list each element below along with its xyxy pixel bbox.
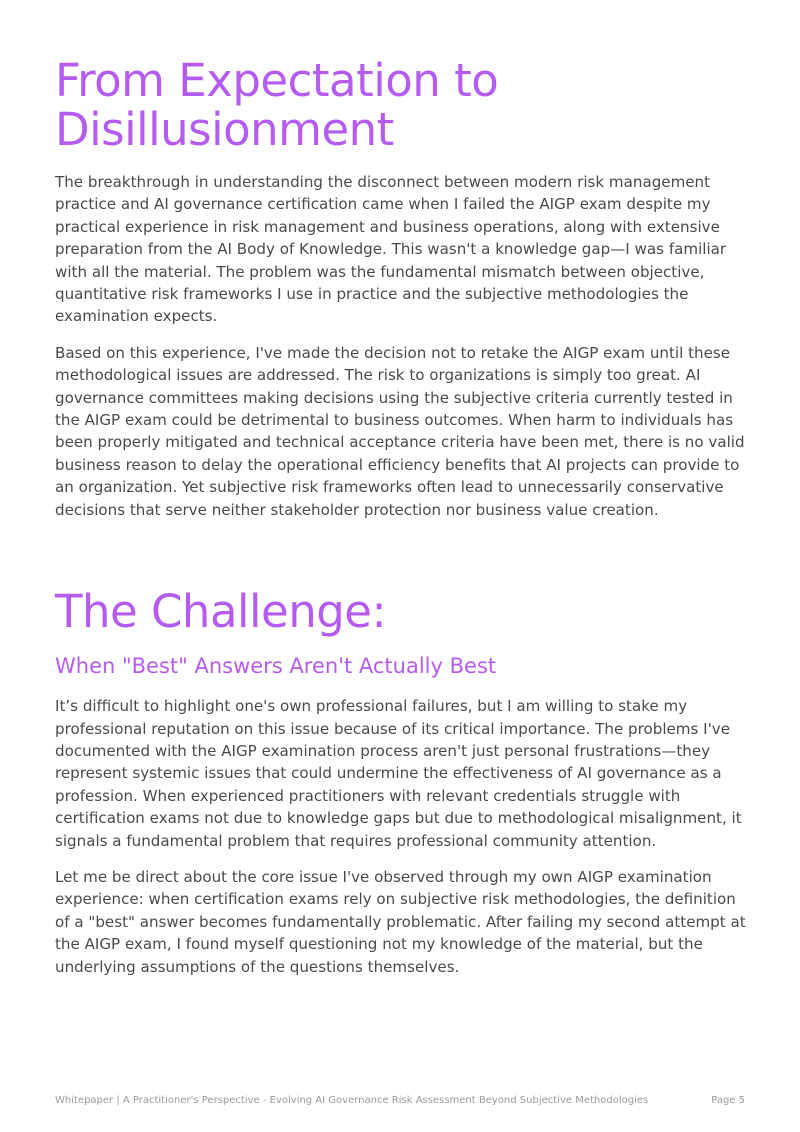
section-title-challenge: The Challenge: [55,585,387,639]
section-subtitle: When "Best" Answers Aren't Actually Best [55,654,497,679]
paragraph: The breakthrough in understanding the disconnect between modern risk management practice and AI governance certification came when I failed the AIGP exam despite my practical experience in risk management and business operations, along with extensive preparation from the AI Body of Knowledge. This wasn't a knowledge gap—I was familiar with all the material. The problem was the fundamental mismatch between objective, quantitative risk frameworks I use in practice and the subjective methodologies the examination expects. [55,173,727,326]
section-title-expectation: From Expectation to Disillusionment [55,54,499,156]
page-footer [55,1095,745,1106]
page-number: Page 5 [711,1095,745,1106]
paragraph: It’s difficult to highlight one's own professional failures, but I am willing to stake my professional reputation on this issue because of its critical importance. The problems I've documented with the AIGP examination process aren't just personal frustrations—they represent systemic issues that could undermine the effectiveness of AI governance as a profession. When experienced practitioners with relevant credentials struggle with certification exams not due to knowledge gaps but due to methodological misalignment, it signals a fundamental problem that requires professional community attention. [55,697,742,850]
page-content [55,56,750,978]
paragraph: Let me be direct about the core issue I've observed through my own AIGP examination experience: when certification exams rely on subjective risk methodologies, the definition of a "best" answer becomes fundamentally problematic. After failing my second attempt at the AIGP exam, I found myself questioning not my knowledge of the material, but the underlying assumptions of the questions themselves. [55,867,746,976]
paragraph: Based on this experience, I've made the decision not to retake the AIGP exam until these methodological issues are addressed. The risk to organizations is simply too great. AI governance committees making decisions using the subjective criteria currently tested in the AIGP exam could be detrimental to business outcomes. When harm to individuals has been properly mitigated and technical acceptance criteria have been met, there is no valid business reason to delay the operational efficiency benefits that AI projects can provide to an organization. Yet subjective risk frameworks often lead to unnecessarily conservative decisions that serve neither stakeholder protection nor business value creation. [55,343,745,519]
footer-text: Whitepaper | A Practitioner's Perspective - Evolving AI Governance Risk Assessment Beyond Subjective Methodologies [55,1095,649,1106]
